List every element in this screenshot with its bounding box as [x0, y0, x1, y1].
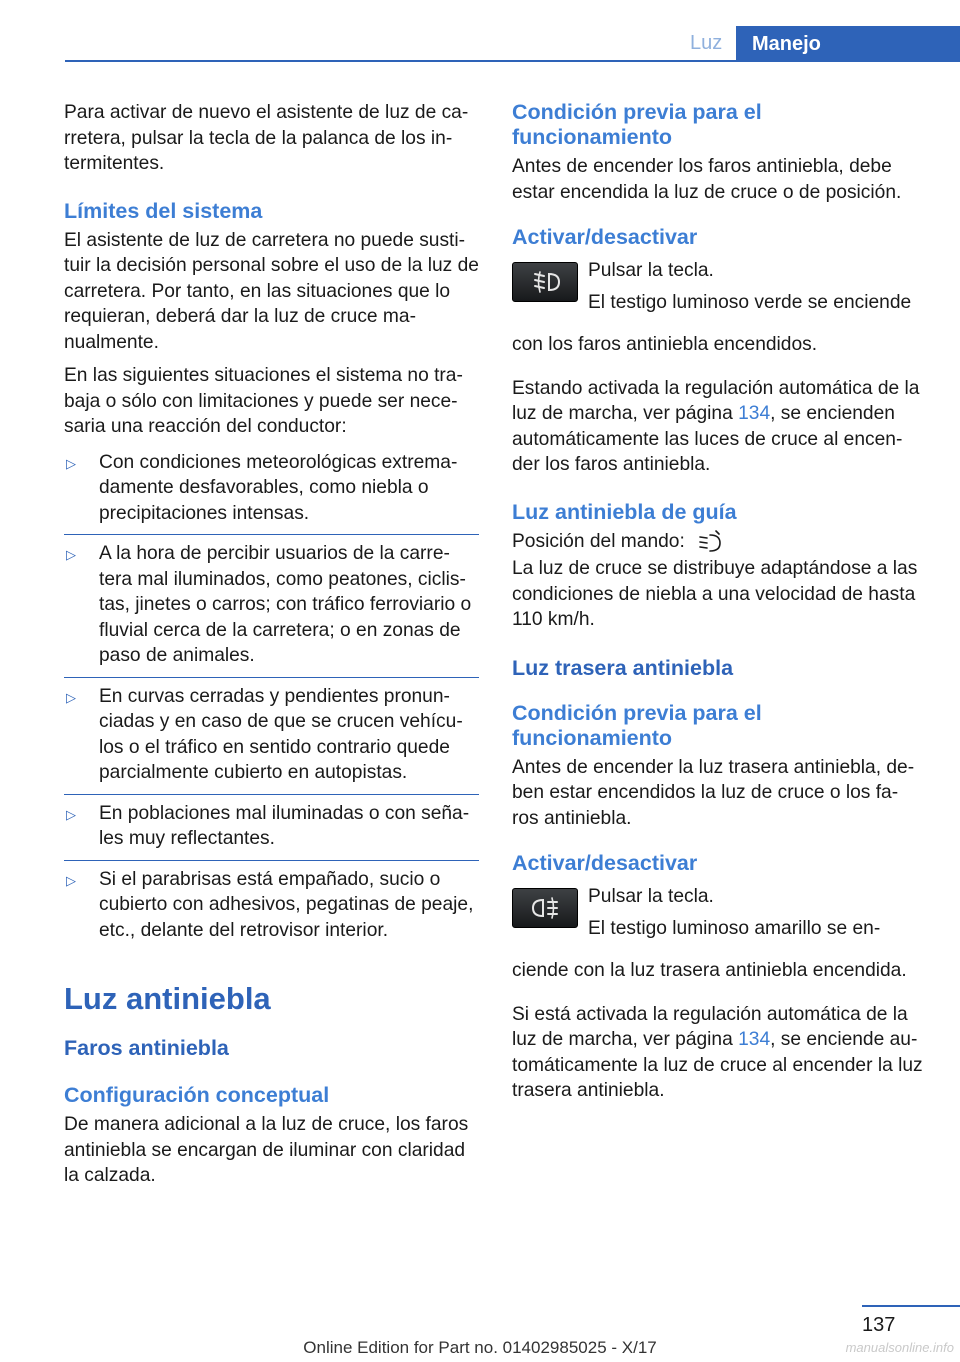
auto-2-post: , se enciende au- tomáticamente la luz de cruce al encender la luz trasera antiniebla.: [512, 1029, 923, 1101]
list-item-text: En poblaciones mal iluminadas o con seña- les muy reflectantes.: [99, 802, 470, 849]
list-item: [64, 678, 479, 795]
edition-footer: Online Edition for Part no. 01402985025 - X/17: [303, 1338, 657, 1357]
precondition-paragraph-1: Antes de encender los faros antiniebla, debe estar encendida la luz de cruce o de posición.: [512, 156, 902, 203]
auto-1-post: , se encienden automáticamente las luces de cruce al encen- der los faros antiniebla.: [512, 403, 903, 475]
list-item: [64, 444, 479, 536]
activate-1-line-2b: con los faros antiniebla encendidos.: [512, 334, 818, 355]
rear-fog-light-icon: [513, 889, 577, 927]
limits-bullet-list: [64, 444, 479, 952]
front-fog-key-block: [512, 258, 930, 334]
main-section-heading: Luz antiniebla: [64, 981, 271, 1016]
rear-fog-heading: Luz trasera antiniebla: [512, 655, 734, 680]
list-item-text: Si el parabrisas está empañado, sucio o cubierto con adhesivos, pegatinas de peaje, etc., delante del retrovisor interior.: [99, 868, 474, 941]
front-fog-light-icon: [513, 263, 577, 301]
concept-paragraph: De manera adicional a la luz de cruce, los faros antiniebla se encargan de iluminar con claridad la calzada.: [64, 1114, 469, 1186]
list-item-text: En curvas cerradas y pendientes pronun- ciadas y en caso de que se crucen vehícu- los o el tráfico en sentido contrario quede parcialmente cubierto en autopistas.: [99, 685, 463, 783]
precondition-heading-1: Condición previa para el funcionamiento: [512, 100, 762, 149]
triangle-bullet-icon: ▷: [66, 806, 76, 822]
activate-heading-1: Activar/desactivar: [512, 225, 698, 249]
header-chapter-tab[interactable]: Manejo: [736, 26, 960, 62]
triangle-bullet-icon: ▷: [66, 455, 76, 471]
list-item-text: A la hora de percibir usuarios de la carre- tera mal iluminados, como peatones, ciclis- tas, jinetes o carros; con tráfico ferroviario o fluvial cerca de la carretera; o en zonas de paso de animales.: [99, 543, 472, 666]
rear-fog-key-block: [512, 884, 930, 960]
header-rule: [65, 60, 960, 62]
front-fog-light-button[interactable]: [512, 262, 578, 302]
guide-paragraph: La luz de cruce se distribuye adaptándose a las condiciones de niebla a una velocidad de hasta 110 km/h.: [512, 558, 918, 630]
activate-heading-2: Activar/desactivar: [512, 851, 698, 875]
list-item: [64, 535, 479, 678]
page-link-134[interactable]: 134: [738, 1029, 771, 1050]
page-number-rule: [862, 1305, 960, 1307]
list-item: [64, 861, 479, 952]
guide-heading: Luz antiniebla de guía: [512, 499, 737, 524]
precondition-heading-2: Condición previa para el funcionamiento: [512, 700, 762, 750]
rear-fog-light-button[interactable]: [512, 888, 578, 928]
left-column: [64, 100, 479, 1201]
activate-2-line-2b: ciende con la luz trasera antiniebla encendida.: [512, 960, 907, 981]
intro-paragraph: Para activar de nuevo el asistente de luz de ca- rretera, pulsar la tecla de la palanca de los in- termitentes.: [64, 102, 469, 174]
auto-paragraph-1: [512, 376, 930, 478]
limits-heading: Límites del sistema: [64, 198, 263, 223]
auto-paragraph-2: [512, 1002, 930, 1104]
concept-heading: Configuración conceptual: [64, 1083, 330, 1107]
list-item-text: Con condiciones meteorológicas extrema- damente desfavorables, como niebla o precipitaciones intensas.: [99, 451, 458, 524]
activate-2-line-1: Pulsar la tecla.: [588, 886, 714, 907]
header-section-tab[interactable]: Luz: [690, 32, 723, 54]
precondition-paragraph-2: Antes de encender la luz trasera antiniebla, de- ben estar encendidos la luz de cruce o los fa- ros antiniebla.: [512, 756, 915, 829]
auto-2-pre: Si está activada la regulación automática de la luz de marcha, ver página: [512, 1003, 908, 1050]
triangle-bullet-icon: ▷: [66, 689, 76, 705]
limits-paragraph-2: En las siguientes situaciones el sistema no tra- baja o sólo con limitaciones y puede ser nece- saria una reacción del conductor:: [64, 365, 463, 437]
triangle-bullet-icon: ▷: [66, 872, 76, 888]
fog-lights-heading: Faros antiniebla: [64, 1036, 229, 1060]
guide-position: [512, 529, 930, 555]
fog-guide-position-icon: [696, 529, 726, 553]
auto-1-pre: Estando activada la regulación automática de la luz de marcha, ver página: [512, 377, 920, 424]
activate-1-line-2a: El testigo luminoso verde se enciende: [588, 291, 912, 313]
limits-paragraph-1: El asistente de luz de carretera no puede susti- tuir la decisión personal sobre el uso de la luz de carretera. Por tanto, en las situaciones que lo requieran, deberá dar la luz de cruce ma- nualmente.: [64, 229, 479, 353]
list-item: [64, 795, 479, 861]
page-number: 137: [862, 1314, 896, 1336]
watermark: manualsonline.info: [845, 1340, 954, 1355]
activate-1-line-1: Pulsar la tecla.: [588, 260, 714, 281]
page-link-134[interactable]: 134: [738, 403, 771, 424]
triangle-bullet-icon: ▷: [66, 547, 76, 562]
right-column: [512, 100, 930, 1116]
guide-position-label: Posición del mando:: [512, 530, 685, 552]
activate-2-line-2a: El testigo luminoso amarillo se en-: [588, 917, 881, 939]
